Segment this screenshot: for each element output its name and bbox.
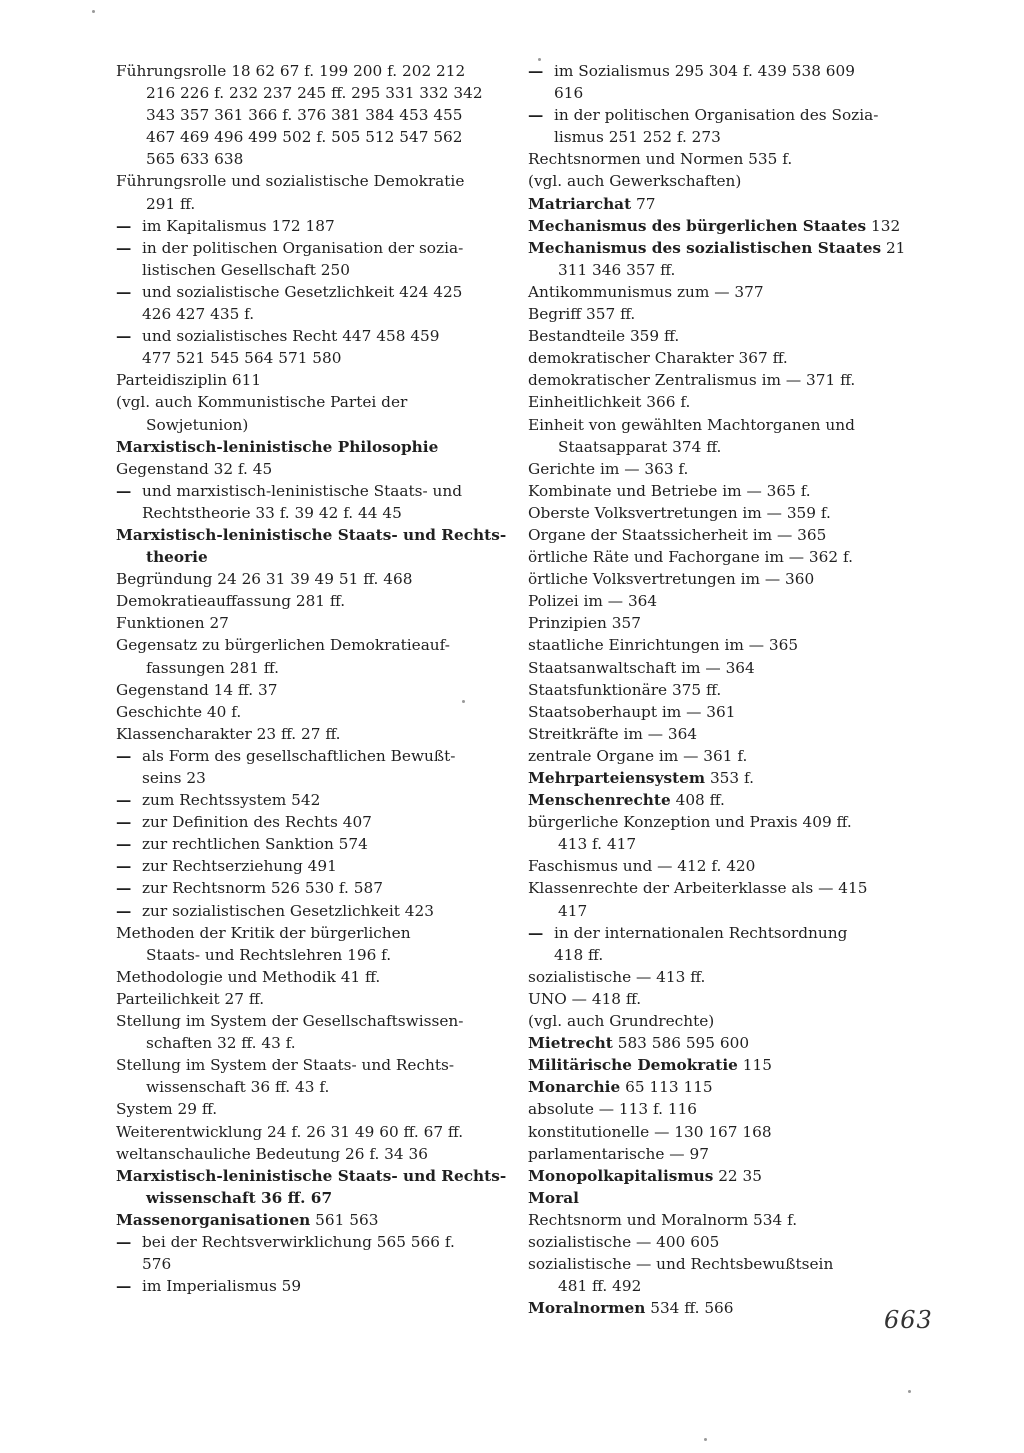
index-entry	[116, 789, 524, 811]
index-heading: Mietrecht	[528, 1034, 613, 1053]
index-entry: Gerichte im — 363 f.	[528, 459, 689, 478]
index-entry: Führungsrolle 18 62 67 f. 199 200 f. 202 212	[116, 62, 466, 80]
index-entry: 576	[142, 1255, 172, 1274]
scan-speck	[908, 1390, 911, 1393]
index-entry: 311 346 357 ff.	[558, 260, 676, 279]
index-heading: Mechanismus des bürgerlichen Staates	[528, 216, 867, 235]
scan-speck	[92, 10, 95, 13]
index-entry: (vgl. auch Grundrechte)	[528, 1012, 715, 1031]
index-heading: Moralnormen	[528, 1299, 646, 1318]
index-entry: schaften 32 ff. 43 f.	[146, 1034, 296, 1053]
dash-marker: —	[116, 216, 132, 235]
index-entry	[528, 1297, 920, 1319]
index-entry: 413 f. 417	[558, 835, 637, 854]
index-entry-text: und sozialistische Gesetzlichkeit 424 425	[142, 282, 463, 301]
index-entry	[528, 1054, 920, 1076]
index-entry: wissenschaft 36 ff. 43 f.	[146, 1078, 330, 1097]
index-entry: Methodologie und Methodik 41 ff.	[116, 967, 381, 986]
dash-marker: —	[116, 327, 132, 346]
index-entry: 467 469 496 499 502 f. 505 512 547 562	[146, 128, 463, 147]
index-entry: seins 23	[142, 769, 206, 787]
index-entry: demokratischer Charakter 367 ff.	[528, 349, 788, 368]
page-number: 663	[884, 1306, 933, 1334]
index-entry-text: zur rechtlichen Sanktion 574	[142, 835, 368, 854]
index-entry: Begründung 24 26 31 39 49 51 ff. 468	[116, 570, 413, 589]
index-entry	[116, 1275, 524, 1297]
index-entry-text: in der politischen Organisation der sozia-	[142, 238, 464, 257]
index-entry: Demokratieauffassung 281 ff.	[116, 592, 346, 611]
index-entry: Staatsanwaltschaft im — 364	[528, 658, 755, 677]
index-entry: 343 357 361 366 f. 376 381 384 453 455	[146, 106, 463, 125]
index-entry: fassungen 281 ff.	[146, 658, 279, 677]
index-entry: Polizei im — 364	[528, 592, 658, 611]
index-entry-text: in der politischen Organisation des Sozia-	[554, 106, 879, 125]
index-entry: Klassenrechte der Arbeiterklasse als — 415	[528, 879, 868, 898]
index-entry-text: zur Rechtserziehung 491	[142, 857, 337, 876]
index-column-left	[116, 60, 524, 1297]
index-pages: 353 f.	[705, 769, 754, 787]
index-entry	[528, 215, 920, 237]
index-entry-text: und marxistisch-leninistische Staats- und	[142, 481, 463, 500]
index-entry: Begriff 357 ff.	[528, 305, 636, 324]
index-pages: 21	[881, 238, 906, 257]
index-pages: 583 586 595 600	[612, 1034, 750, 1053]
index-entry	[116, 1231, 524, 1253]
index-entry	[528, 1076, 920, 1098]
index-entry-text: und sozialistisches Recht 447 458 459	[142, 327, 440, 346]
index-entry: System 29 ff.	[116, 1100, 218, 1119]
dash-marker: —	[116, 1277, 132, 1296]
index-pages: 115	[737, 1056, 772, 1075]
index-entry-text: zur Rechtsnorm 526 530 f. 587	[142, 879, 383, 898]
index-entry: (vgl. auch Gewerkschaften)	[528, 172, 742, 191]
index-entry	[116, 855, 524, 877]
index-pages: 65 113 115	[620, 1078, 713, 1097]
scan-speck	[462, 700, 465, 703]
index-entry: Faschismus und — 412 f. 420	[528, 857, 756, 876]
dash-marker: —	[116, 746, 132, 765]
index-entry: sozialistische — und Rechtsbewußtsein	[528, 1255, 834, 1274]
index-entry	[116, 480, 524, 502]
index-entry: Rechtstheorie 33 f. 39 42 f. 44 45	[142, 503, 402, 522]
index-heading: Menschenrechte	[528, 791, 671, 810]
index-entry: 426 427 435 f.	[142, 305, 255, 324]
index-entry	[528, 767, 920, 789]
index-entry: 216 226 f. 232 237 245 ff. 295 331 332 342	[146, 84, 483, 103]
index-entry: absolute — 113 f. 116	[528, 1100, 698, 1119]
index-entry: 477 521 545 564 571 580	[142, 349, 342, 368]
index-entry: bürgerliche Konzeption und Praxis 409 ff.	[528, 813, 852, 832]
index-entry: theorie	[146, 548, 208, 567]
index-entry: Staatsfunktionäre 375 ff.	[528, 680, 722, 699]
index-entry: listischen Gesellschaft 250	[142, 260, 350, 279]
index-entry: örtliche Volksvertretungen im — 360	[528, 570, 815, 589]
dash-marker: —	[116, 791, 132, 810]
index-entry-text: als Form des gesellschaftlichen Bewußt-	[142, 746, 456, 765]
index-entry	[116, 325, 524, 347]
index-entry: Staats- und Rechtslehren 196 f.	[146, 945, 392, 964]
index-entry-text: im Sozialismus 295 304 f. 439 538 609	[554, 62, 856, 80]
index-pages: 561 563	[310, 1210, 379, 1229]
dash-marker: —	[116, 835, 132, 854]
index-entry	[116, 215, 524, 237]
index-pages: 534 ff. 566	[645, 1299, 734, 1318]
dash-marker: —	[528, 62, 544, 80]
index-entry: Stellung im System der Gesellschaftswissen-	[116, 1012, 464, 1031]
index-entry: Kombinate und Betriebe im — 365 f.	[528, 481, 811, 500]
index-pages: 22 35	[713, 1166, 762, 1185]
scan-speck	[538, 58, 541, 61]
index-heading: Mehrparteiensystem	[528, 769, 706, 787]
index-entry: Geschichte 40 f.	[116, 702, 242, 721]
index-heading: Matriarchat	[528, 194, 632, 213]
index-pages: 408 ff.	[670, 791, 725, 810]
index-entry: 481 ff. 492	[558, 1277, 642, 1296]
index-entry: Stellung im System der Staats- und Rechts-	[116, 1056, 455, 1075]
index-entry: Marxistisch-leninistische Staats- und Rechts-	[116, 525, 507, 544]
index-entry: Prinzipien 357	[528, 614, 641, 633]
index-entry: Organe der Staatssicherheit im — 365	[528, 525, 827, 544]
index-entry	[116, 811, 524, 833]
index-entry: Klassencharakter 23 ff. 27 ff.	[116, 724, 341, 743]
index-entry-text: zur Definition des Rechts 407	[142, 813, 372, 832]
index-entry: Marxistisch-leninistische Philosophie	[116, 437, 439, 456]
index-entry: 417	[558, 901, 588, 920]
index-heading: Militärische Demokratie	[528, 1056, 738, 1075]
index-entry: Sowjetunion)	[146, 415, 249, 434]
index-entry: UNO — 418 ff.	[528, 989, 642, 1008]
dash-marker: —	[116, 282, 132, 301]
dash-marker: —	[116, 857, 132, 876]
index-entry: Streitkräfte im — 364	[528, 724, 698, 743]
index-entry: parlamentarische — 97	[528, 1144, 709, 1163]
index-entry	[528, 1032, 920, 1054]
dash-marker: —	[528, 106, 544, 125]
index-entry: Bestandteile 359 ff.	[528, 327, 680, 346]
index-entry	[116, 1209, 524, 1231]
index-entry: lismus 251 252 f. 273	[554, 128, 721, 147]
index-entry: Methoden der Kritik der bürgerlichen	[116, 923, 411, 942]
index-entry	[116, 237, 524, 259]
index-entry	[116, 877, 524, 899]
index-entry: Weiterentwicklung 24 f. 26 31 49 60 ff. 67 ff.	[116, 1122, 464, 1141]
index-entry: Gegenstand 32 f. 45	[116, 459, 273, 478]
index-entry: Parteilichkeit 27 ff.	[116, 989, 265, 1008]
index-entry: Gegensatz zu bürgerlichen Demokratieauf-	[116, 636, 450, 655]
index-heading: Mechanismus des sozialistischen Staates	[528, 238, 882, 257]
index-entry	[528, 789, 920, 811]
index-entry: staatliche Einrichtungen im — 365	[528, 636, 799, 655]
index-entry: Rechtsnormen und Normen 535 f.	[528, 150, 793, 169]
index-entry: 616	[554, 84, 584, 103]
index-entry: Staatsapparat 374 ff.	[558, 437, 722, 456]
scan-speck	[704, 1438, 707, 1441]
index-entry: weltanschauliche Bedeutung 26 f. 34 36	[116, 1144, 428, 1163]
index-entry: wissenschaft 36 ff. 67	[146, 1188, 333, 1207]
index-entry: sozialistische — 400 605	[528, 1232, 720, 1251]
index-entry	[528, 1165, 920, 1187]
index-entry: Parteidisziplin 611	[116, 371, 262, 390]
index-entry	[116, 281, 524, 303]
index-entry: Gegenstand 14 ff. 37	[116, 680, 278, 699]
index-entry: Antikommunismus zum — 377	[528, 282, 764, 301]
index-entry: Oberste Volksvertretungen im — 359 f.	[528, 503, 831, 522]
dash-marker: —	[116, 901, 132, 920]
dash-marker: —	[528, 923, 544, 942]
index-entry-text: in der internationalen Rechtsordnung	[554, 923, 848, 942]
index-entry-text: bei der Rechtsverwirklichung 565 566 f.	[142, 1232, 455, 1251]
dash-marker: —	[116, 879, 132, 898]
index-entry: konstitutionelle — 130 167 168	[528, 1122, 772, 1141]
index-entry	[528, 193, 920, 215]
index-entry	[528, 237, 920, 259]
index-entry-text: im Kapitalismus 172 187	[142, 216, 335, 235]
index-entry: Einheitlichkeit 366 f.	[528, 393, 691, 412]
index-entry: 291 ff.	[146, 194, 196, 213]
index-entry: Einheit von gewählten Machtorganen und	[528, 415, 855, 434]
index-entry: zentrale Organe im — 361 f.	[528, 746, 748, 765]
index-column-right	[528, 60, 920, 1319]
index-entry	[116, 745, 524, 767]
index-pages: 132	[866, 216, 901, 235]
dash-marker: —	[116, 238, 132, 257]
index-entry	[528, 60, 920, 82]
index-entry: Staatsoberhaupt im — 361	[528, 702, 736, 721]
index-entry-text: zum Rechtssystem 542	[142, 791, 321, 810]
index-pages: 77	[631, 194, 656, 213]
index-entry: Marxistisch-leninistische Staats- und Rechts-	[116, 1166, 507, 1185]
index-entry: (vgl. auch Kommunistische Partei der	[116, 393, 408, 412]
index-entry: 418 ff.	[554, 945, 604, 964]
index-entry-text: zur sozialistischen Gesetzlichkeit 423	[142, 901, 434, 920]
index-entry	[528, 104, 920, 126]
index-heading: Massenorganisationen	[116, 1210, 311, 1229]
index-heading: Monarchie	[528, 1078, 621, 1097]
index-entry: sozialistische — 413 ff.	[528, 967, 706, 986]
index-entry	[116, 900, 524, 922]
index-entry	[116, 833, 524, 855]
index-entry: örtliche Räte und Fachorgane im — 362 f.	[528, 548, 853, 567]
index-entry: demokratischer Zentralismus im — 371 ff.	[528, 371, 856, 390]
index-entry-text: im Imperialismus 59	[142, 1277, 302, 1296]
index-entry: Führungsrolle und sozialistische Demokratie	[116, 172, 465, 191]
dash-marker: —	[116, 1232, 132, 1251]
index-heading: Monopolkapitalismus	[528, 1166, 714, 1185]
dash-marker: —	[116, 481, 132, 500]
index-entry: Funktionen 27	[116, 614, 229, 633]
index-entry: Moral	[528, 1188, 579, 1207]
index-entry: Rechtsnorm und Moralnorm 534 f.	[528, 1210, 798, 1229]
dash-marker: —	[116, 813, 132, 832]
index-entry	[528, 922, 920, 944]
index-entry: 565 633 638	[146, 150, 244, 169]
